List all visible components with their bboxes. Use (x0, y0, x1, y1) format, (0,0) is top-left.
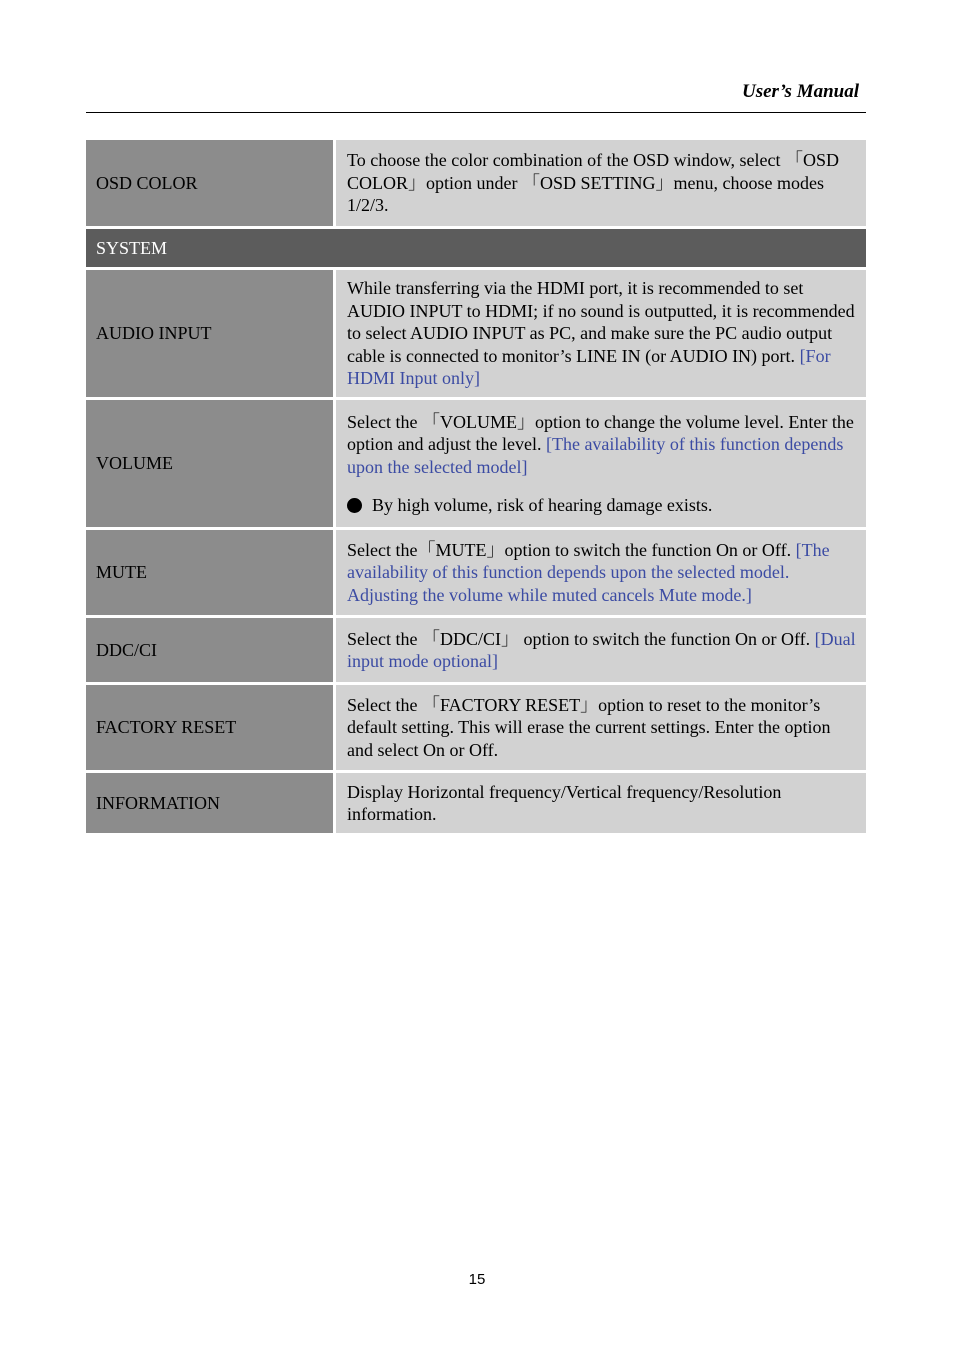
row-description: Select the「MUTE」option to switch the function On or Off. [The availability of this function depends upon the selected model. Adjusting the volume while muted cancels Mute mode.] (336, 530, 866, 615)
row-label: INFORMATION (86, 773, 336, 833)
row-label: OSD COLOR (86, 140, 336, 226)
row-label: AUDIO INPUT (86, 270, 336, 397)
row-description: Select the 「VOLUME」option to change the volume level. Enter the option and adjust the level. [The availability of this function depends upon the selected model] By high volume, risk of hearing damage exists. (336, 400, 866, 527)
row-description: While transferring via the HDMI port, it is recommended to set AUDIO INPUT to HDMI; if no sound is outputted, it is recommended to select AUDIO INPUT as PC, and make sure the PC audio output cable is connected to monitor’s LINE IN (or AUDIO IN) port. [For HDMI Input only] (336, 270, 866, 397)
row-note: [The availability of this function depends upon the selected model] (347, 434, 844, 477)
section-title: SYSTEM (86, 229, 866, 267)
row-description: To choose the color combination of the OSD window, select 「OSD COLOR」option under 「OSD SETTING」menu, choose modes 1/2/3. (336, 140, 866, 226)
section-header (86, 229, 866, 267)
table-row (86, 270, 866, 397)
table-row (86, 773, 866, 833)
row-note: [The availability of this function depends upon the selected model. Adjusting the volume while muted cancels Mute mode.] (347, 539, 830, 605)
table-row (86, 140, 866, 226)
row-label: VOLUME (86, 400, 336, 527)
table-row (86, 400, 866, 527)
row-description: Display Horizontal frequency/Vertical frequency/Resolution information. (336, 773, 866, 833)
row-label: FACTORY RESET (86, 685, 336, 770)
header-rule (86, 112, 866, 113)
page-number: 15 (468, 1271, 486, 1288)
bullet-icon (347, 498, 362, 513)
table-row (86, 530, 866, 615)
osd-settings-table (86, 137, 866, 836)
row-note: [For HDMI Input only] (347, 345, 831, 389)
row-description: Select the 「FACTORY RESET」option to reset to the monitor’s default setting. This will erase the current settings. Enter the option and select On or Off. (336, 685, 866, 770)
warning-text: By high volume, risk of hearing damage exists. (372, 495, 713, 515)
warning-line (347, 494, 856, 517)
row-description: Select the 「DDC/CI」 option to switch the function On or Off. [Dual input mode optional] (336, 618, 866, 682)
row-label: MUTE (86, 530, 336, 615)
row-note: [Dual input mode optional] (347, 628, 856, 671)
manual-title: User’s Manual (741, 81, 859, 102)
table-row (86, 685, 866, 770)
row-label: DDC/CI (86, 618, 336, 682)
table-row (86, 618, 866, 682)
